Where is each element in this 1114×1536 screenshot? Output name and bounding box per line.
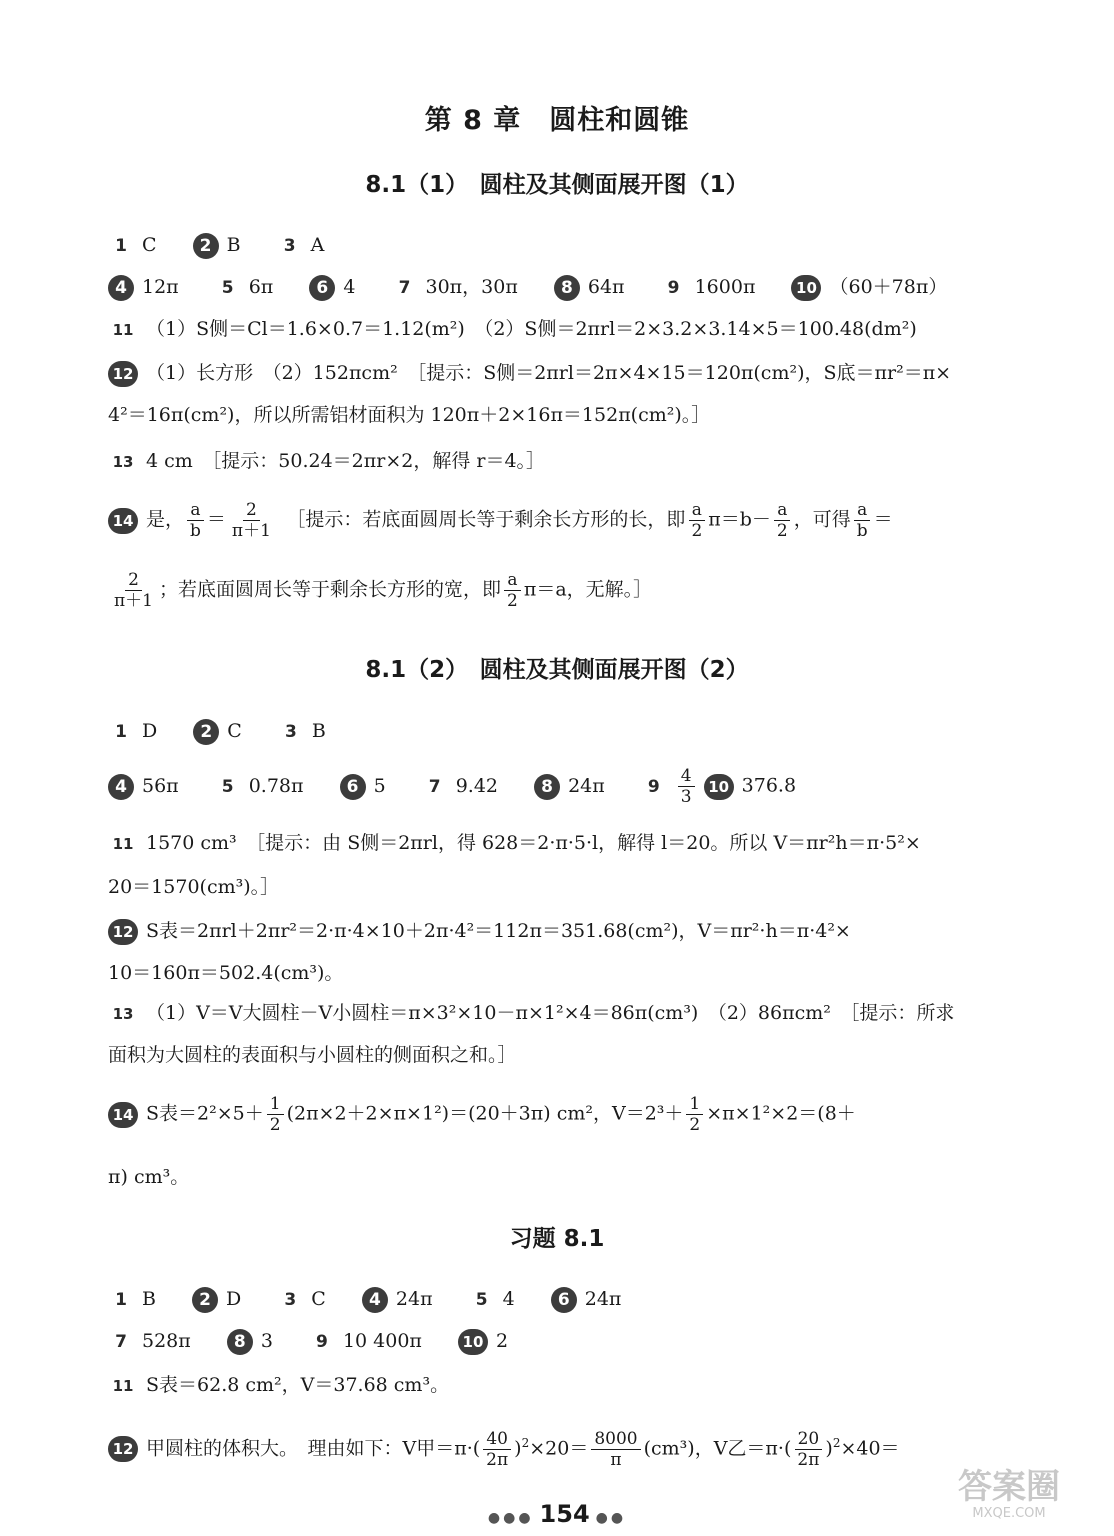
q-number: 11 — [112, 1377, 134, 1395]
q-number: 3 — [283, 236, 296, 256]
s1-row-2: 4 12π 5 6π 6 4 7 30π，30π 8 64π 9 1600π 10 （60＋78π） — [108, 270, 1058, 304]
q-number: 5 — [221, 776, 234, 797]
q-number: 5 — [475, 1290, 488, 1310]
q-number: 10 — [704, 774, 734, 800]
s2-q13-cont: 面积为大圆柱的表面积与小圆柱的侧面积之和。］ — [108, 1044, 517, 1066]
chapter-title: 第 8 章 圆柱和圆锥 — [424, 105, 690, 136]
fraction: $\frac{a}{2}$ — [774, 500, 791, 541]
q-number: 9 — [667, 278, 680, 298]
s1-q11: 11 （1）S侧＝Cl＝1.6×0.7＝1.12(m²) （2）S侧＝2πrl＝2×3.2×3.14×5＝100.48(dm²) — [108, 312, 1058, 346]
q-number: 12 — [108, 361, 138, 387]
q-number: 8 — [534, 774, 560, 800]
q-number: 4 — [108, 275, 134, 301]
q-number: 12 — [108, 919, 138, 945]
fraction: $\frac{a}{b}$ — [854, 500, 871, 541]
q-number: 13 — [112, 1005, 134, 1023]
fraction: $\frac{a}{2}$ — [688, 500, 705, 541]
q-number: 10 — [458, 1329, 488, 1355]
fraction: $\frac{2}{\pi+1}$ — [114, 570, 153, 611]
q-number: 4 — [362, 1287, 388, 1313]
s2-q11-cont: 20＝1570(cm³)。］ — [108, 876, 280, 898]
q-number: 6 — [309, 275, 335, 301]
q-number: 3 — [284, 1290, 297, 1310]
q-number: 10 — [791, 275, 821, 301]
q-number: 6 — [551, 1287, 577, 1313]
q-number: 9 — [316, 1332, 328, 1352]
q-number: 12 — [108, 1436, 138, 1462]
section-title-8-1-2: 8.1（2） 圆柱及其侧面展开图（2） — [365, 657, 749, 683]
q-number: 14 — [108, 508, 138, 534]
dot-decoration: ●●● — [487, 1510, 534, 1526]
page-number: 154 — [539, 1500, 590, 1528]
s2-row-1: 1 D 2 C 3 B — [108, 714, 1058, 748]
watermark-logo: 答案圈 MXQE.COM — [958, 1467, 1060, 1521]
s1-row-1: 1 C 2 B 3 A — [108, 228, 1058, 262]
s1-q14: 14 是， $\frac{a}{b}$ ＝ $\frac{2}{\pi+1}$ ［提示：若底面圆周长等于剩余长方形的长，即 $\frac{a}{2}$ π＝b－ $\frac{a}{2}$ ，可得 $\frac{a}{b}$ ＝ — [108, 500, 1058, 541]
s2-q13: 13 （1）V＝V大圆柱－V小圆柱＝π×3²×10－π×1²×4＝86π(cm³) （2）86πcm² ［提示：所求 — [108, 996, 1058, 1030]
q-number: 5 — [221, 278, 234, 298]
fraction: $\frac{40}{2\pi}$ — [483, 1429, 511, 1470]
q-number: 7 — [115, 1332, 127, 1352]
q-number: 2 — [193, 719, 219, 745]
s2-row-2: 4 56π 5 0.78π 6 5 7 9.42 8 24π 9 $\frac{4}{3}$ 10 376.8 — [108, 766, 1058, 807]
s3-row-1: 1 B 2 D 3 C 4 24π 5 4 6 24π — [108, 1282, 1058, 1316]
q-number: 8 — [227, 1329, 253, 1355]
q-number: 2 — [193, 233, 219, 259]
s2-q14: 14 S表＝2²×5＋ $\frac{1}{2}$ (2π×2＋2×π×1²)＝(20＋3π) cm²，V＝2³＋ $\frac{1}{2}$ ×π×1²×2＝(8＋ — [108, 1094, 1058, 1135]
q-number: 1 — [115, 1290, 127, 1310]
s1-q14-cont: $\frac{2}{\pi+1}$ ；若底面圆周长等于剩余长方形的宽，即 $\frac{a}{2}$ π＝a，无解。］ — [108, 570, 1058, 611]
q-number: 2 — [192, 1287, 218, 1313]
s1-q13: 13 4 cm ［提示：50.24＝2πr×2，解得 r＝4。］ — [108, 444, 1058, 478]
section-title-8-1-1: 8.1（1） 圆柱及其侧面展开图（1） — [365, 172, 749, 198]
q-number: 6 — [340, 774, 366, 800]
fraction: $\frac{8000}{\pi}$ — [591, 1429, 640, 1470]
s2-q12: 12 S表＝2πrl＋2πr²＝2·π·4×10＋2π·4²＝112π＝351.68(cm²)，V＝πr²·h＝π·4²× — [108, 914, 1058, 948]
dot-decoration: ●● — [595, 1510, 627, 1526]
fraction: $\frac{a}{b}$ — [187, 500, 204, 541]
q-number: 8 — [554, 275, 580, 301]
q-number: 7 — [428, 776, 441, 797]
s2-q14-cont: π) cm³。 — [108, 1166, 190, 1188]
fraction: $\frac{1}{2}$ — [267, 1094, 284, 1135]
fraction: $\frac{2}{\pi+1}$ — [231, 500, 271, 541]
q-number: 13 — [112, 453, 134, 471]
q-number: 14 — [108, 1102, 138, 1128]
s2-q11: 11 1570 cm³ ［提示：由 S侧＝2πrl，得 628＝2·π·5·l，解得 l＝20。所以 V＝πr²h＝π·5²× — [108, 826, 1058, 860]
s3-q11: 11 S表＝62.8 cm²，V＝37.68 cm³。 — [108, 1368, 1058, 1402]
s1-q12-cont: 4²＝16π(cm²)，所以所需铝材面积为 120π＋2×16π＝152π(cm²)。］ — [108, 404, 711, 426]
fraction: $\frac{4}{3}$ — [678, 766, 695, 807]
fraction: $\frac{1}{2}$ — [686, 1094, 703, 1135]
fraction: $\frac{a}{2}$ — [504, 570, 521, 611]
q-number: 3 — [284, 722, 297, 742]
q-number: 1 — [115, 722, 127, 742]
s3-q12: 12 甲圆柱的体积大。 理由如下：V甲＝π·( $\frac{40}{2\pi}$ )$^2$×20＝ $\frac{8000}{\pi}$ (cm³)，V乙＝π·( $\frac{20}{2\pi}$ )$^2$×40＝ — [108, 1426, 1058, 1470]
s1-q12: 12 （1）长方形 （2）152πcm² ［提示：S侧＝2πrl＝2π×4×15＝120π(cm²)，S底＝πr²＝π× — [108, 356, 1058, 390]
q-number: 4 — [108, 774, 134, 800]
s3-row-2: 7 528π 8 3 9 10 400π 10 2 — [108, 1324, 1058, 1358]
q-number: 11 — [112, 835, 134, 853]
q-number: 1 — [115, 236, 127, 256]
q-number: 9 — [647, 776, 660, 797]
q-number: 11 — [112, 321, 134, 339]
fraction: $\frac{20}{2\pi}$ — [794, 1429, 822, 1470]
q-number: 7 — [398, 278, 411, 298]
section-title-exercise-8-1: 习题 8.1 — [509, 1226, 605, 1252]
s2-q12-cont: 10＝160π＝502.4(cm³)。 — [108, 962, 344, 984]
